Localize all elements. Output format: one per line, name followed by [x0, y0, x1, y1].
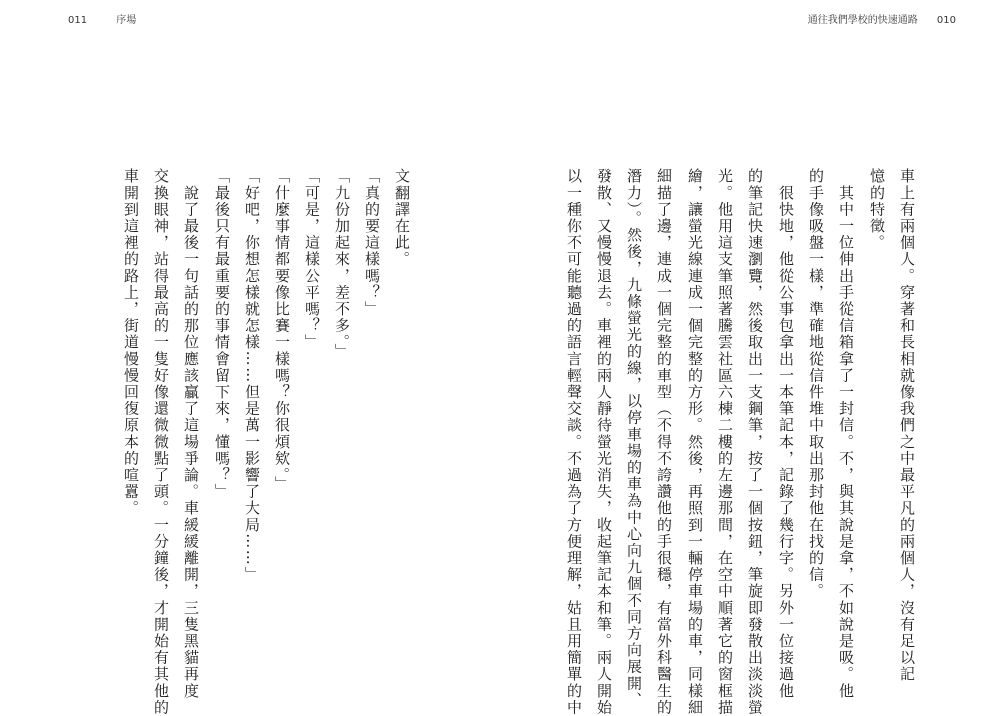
left-page-header	[68, 11, 136, 26]
left-page-number: 011	[68, 15, 88, 26]
text-column: 發散、又慢慢退去。車裡的兩人靜待螢光消失，收起筆記本和筆。兩人開始	[595, 168, 613, 716]
text-column: 車開到這裡的路上，街道慢慢回復原本的喧囂。	[122, 168, 140, 517]
dialogue-line: 「九份加起來，差不多。」	[333, 168, 351, 360]
text-column: 車上有兩個人。穿著和長相就像我們之中最平凡的兩個人，沒有足以記	[898, 168, 916, 683]
dialogue-line: 「好吧，你想怎樣就怎樣……但是萬一影響了大局……」	[243, 168, 261, 583]
right-page-header	[808, 11, 956, 26]
left-page-body	[0, 168, 1000, 716]
left-section-title: 序場	[116, 15, 137, 26]
text-column: 其中一位伸出手從信箱拿了一封信。不，與其說是拿，不如說是吸。他	[837, 168, 855, 700]
text-column: 潛力）。然後，九條螢光的線，以停車場的車為中心向九個不同方向展開、	[625, 168, 643, 709]
text-column: 細描了邊，連成一個完整的車型（不得不誇讚他的手很穩，有當外科醫生的	[655, 168, 673, 716]
dialogue-line: 「可是，這樣公平嗎？」	[303, 168, 321, 351]
dialogue-line: 「什麼事情都要像比賽一樣嗎？你很煩欸。」	[273, 168, 291, 493]
dialogue-line: 「最後只有最重要的事情會留下來，懂嗎？」	[213, 168, 231, 500]
right-page-number: 010	[936, 15, 956, 26]
text-column: 的手像吸盤一樣，準確地從信件堆中取出那封他在找的信。	[807, 168, 825, 600]
text-column: 以一種你不可能聽過的語言輕聲交談。不過為了方便理解，姑且用簡單的中	[565, 168, 583, 716]
right-chapter-title: 通往我們學校的快速通路	[807, 15, 918, 26]
text-column: 光。他用這支筆照著騰雲社區六棟二樓的左邊那間，在空中順著它的窗框描	[716, 168, 734, 716]
text-column: 繪，讓螢光線連成一個完整的方形。然後，再照到一輛停車場的車，同樣細	[686, 168, 704, 716]
text-column: 文翻譯在此。	[393, 168, 411, 268]
text-column: 的筆記快速瀏覽，然後取出一支鋼筆，按了一個按鈕，筆旋即發散出淡淡螢	[746, 168, 764, 716]
text-column: 憶的特徵。	[868, 168, 886, 251]
dialogue-line: 「真的要這樣嗎？」	[363, 168, 381, 318]
text-column: 說了最後一句話的那位應該贏了這場爭論。車緩緩離開，三隻黑貓再度	[182, 168, 200, 700]
text-column: 很快地，他從公事包拿出一本筆記本，記錄了幾行字。另外一位接過他	[777, 168, 795, 700]
text-column: 交換眼神，站得最高的一隻好像還微微點了頭。一分鐘後，才開始有其他的	[152, 168, 170, 716]
